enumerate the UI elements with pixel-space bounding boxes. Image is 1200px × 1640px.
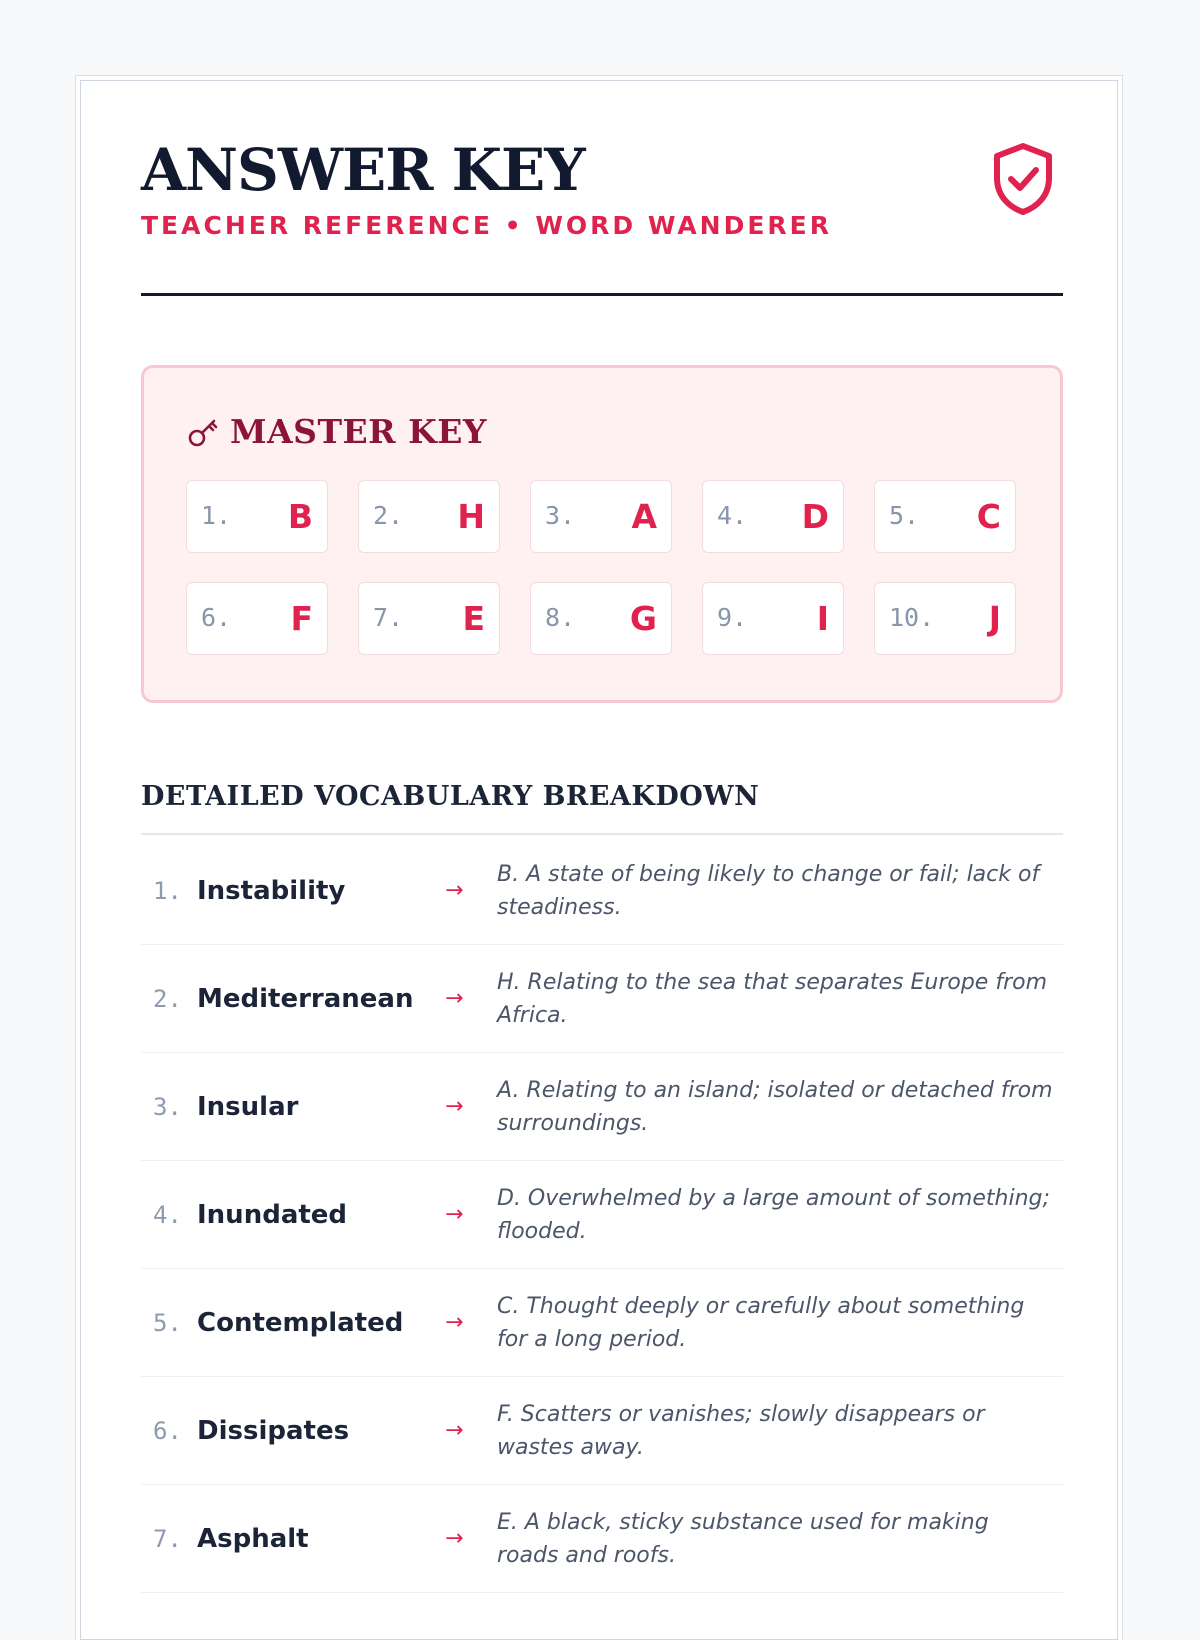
vocab-definition: C. Thought deeply or carefully about something for a long period. xyxy=(497,1293,1025,1352)
vocab-word: Insular xyxy=(197,1091,299,1122)
vocab-word: Inundated xyxy=(197,1199,348,1230)
answer-letter: B xyxy=(287,497,313,536)
arrow-right-icon: → xyxy=(445,878,464,903)
vocab-word: Dissipates xyxy=(197,1415,350,1446)
answer-cell-9 xyxy=(702,582,844,655)
vocab-row xyxy=(141,1485,1063,1593)
vocab-number: 3. xyxy=(153,1092,182,1121)
answer-cell-1 xyxy=(186,480,328,553)
vocab-number: 5. xyxy=(153,1308,182,1337)
answer-number: 7. xyxy=(373,603,404,632)
answer-letter: F xyxy=(290,599,313,638)
master-key-title: MASTER KEY xyxy=(230,412,487,451)
master-key-header xyxy=(186,412,487,451)
vocab-number: 4. xyxy=(153,1200,182,1229)
arrow-right-icon: → xyxy=(445,986,464,1011)
breakdown-title: DETAILED VOCABULARY BREAKDOWN xyxy=(141,781,760,812)
vocab-definition: H. Relating to the sea that separates Europe from Africa. xyxy=(497,969,1048,1028)
header-divider xyxy=(141,293,1063,296)
answer-letter: D xyxy=(801,497,829,536)
arrow-right-icon: → xyxy=(445,1526,464,1551)
vocab-number: 6. xyxy=(153,1416,182,1445)
vocab-row xyxy=(141,1377,1063,1485)
master-key-panel xyxy=(141,365,1063,703)
answer-cell-2 xyxy=(358,480,500,553)
answer-letter: J xyxy=(988,599,1001,638)
answer-number: 10. xyxy=(889,603,935,632)
vocab-number: 2. xyxy=(153,984,182,1013)
vocab-word: Mediterranean xyxy=(197,983,414,1014)
vocab-row xyxy=(141,1269,1063,1377)
vocab-number: 1. xyxy=(153,876,182,905)
answer-cell-7 xyxy=(358,582,500,655)
answer-cell-8 xyxy=(530,582,672,655)
answer-letter: C xyxy=(976,497,1001,536)
answer-number: 4. xyxy=(717,501,748,530)
answer-number: 9. xyxy=(717,603,748,632)
arrow-right-icon: → xyxy=(445,1094,464,1119)
vocabulary-list xyxy=(141,837,1063,1593)
vocab-definition: B. A state of being likely to change or fail; lack of steadiness. xyxy=(497,861,1040,920)
vocab-definition: E. A black, sticky substance used for making roads and roofs. xyxy=(497,1509,989,1568)
answer-cell-6 xyxy=(186,582,328,655)
vocab-row xyxy=(141,1053,1063,1161)
answer-cell-3 xyxy=(530,480,672,553)
answer-cell-4 xyxy=(702,480,844,553)
vocab-word: Instability xyxy=(197,875,346,906)
answer-cell-10 xyxy=(874,582,1016,655)
vocab-word: Asphalt xyxy=(197,1523,309,1554)
page-subtitle: TEACHER REFERENCE • WORD WANDERER xyxy=(141,211,832,240)
key-icon xyxy=(186,415,220,449)
master-key-grid xyxy=(186,480,1016,655)
vocab-number: 7. xyxy=(153,1524,182,1553)
arrow-right-icon: → xyxy=(445,1418,464,1443)
vocab-row xyxy=(141,1161,1063,1269)
arrow-right-icon: → xyxy=(445,1310,464,1335)
answer-letter: A xyxy=(631,497,657,536)
arrow-right-icon: → xyxy=(445,1202,464,1227)
answer-cell-5 xyxy=(874,480,1016,553)
vocab-definition: D. Overwhelmed by a large amount of something; flooded. xyxy=(497,1185,1050,1244)
answer-letter: G xyxy=(629,599,657,638)
page-header xyxy=(141,136,1063,240)
page-title: ANSWER KEY xyxy=(141,136,585,204)
vocab-definition: A. Relating to an island; isolated or detached from surroundings. xyxy=(497,1077,1053,1136)
shield-check-icon xyxy=(991,141,1055,217)
answer-number: 3. xyxy=(545,501,576,530)
answer-letter: E xyxy=(462,599,485,638)
answer-number: 1. xyxy=(201,501,232,530)
answer-number: 8. xyxy=(545,603,576,632)
answer-letter: I xyxy=(816,599,829,638)
vocab-row xyxy=(141,837,1063,945)
answer-key-sheet xyxy=(80,80,1118,1640)
vocab-word: Contemplated xyxy=(197,1307,404,1338)
answer-number: 2. xyxy=(373,501,404,530)
vocab-row xyxy=(141,945,1063,1053)
answer-letter: H xyxy=(457,497,485,536)
answer-number: 6. xyxy=(201,603,232,632)
vocab-definition: F. Scatters or vanishes; slowly disappears or wastes away. xyxy=(497,1401,985,1460)
breakdown-divider xyxy=(141,833,1063,835)
answer-number: 5. xyxy=(889,501,920,530)
